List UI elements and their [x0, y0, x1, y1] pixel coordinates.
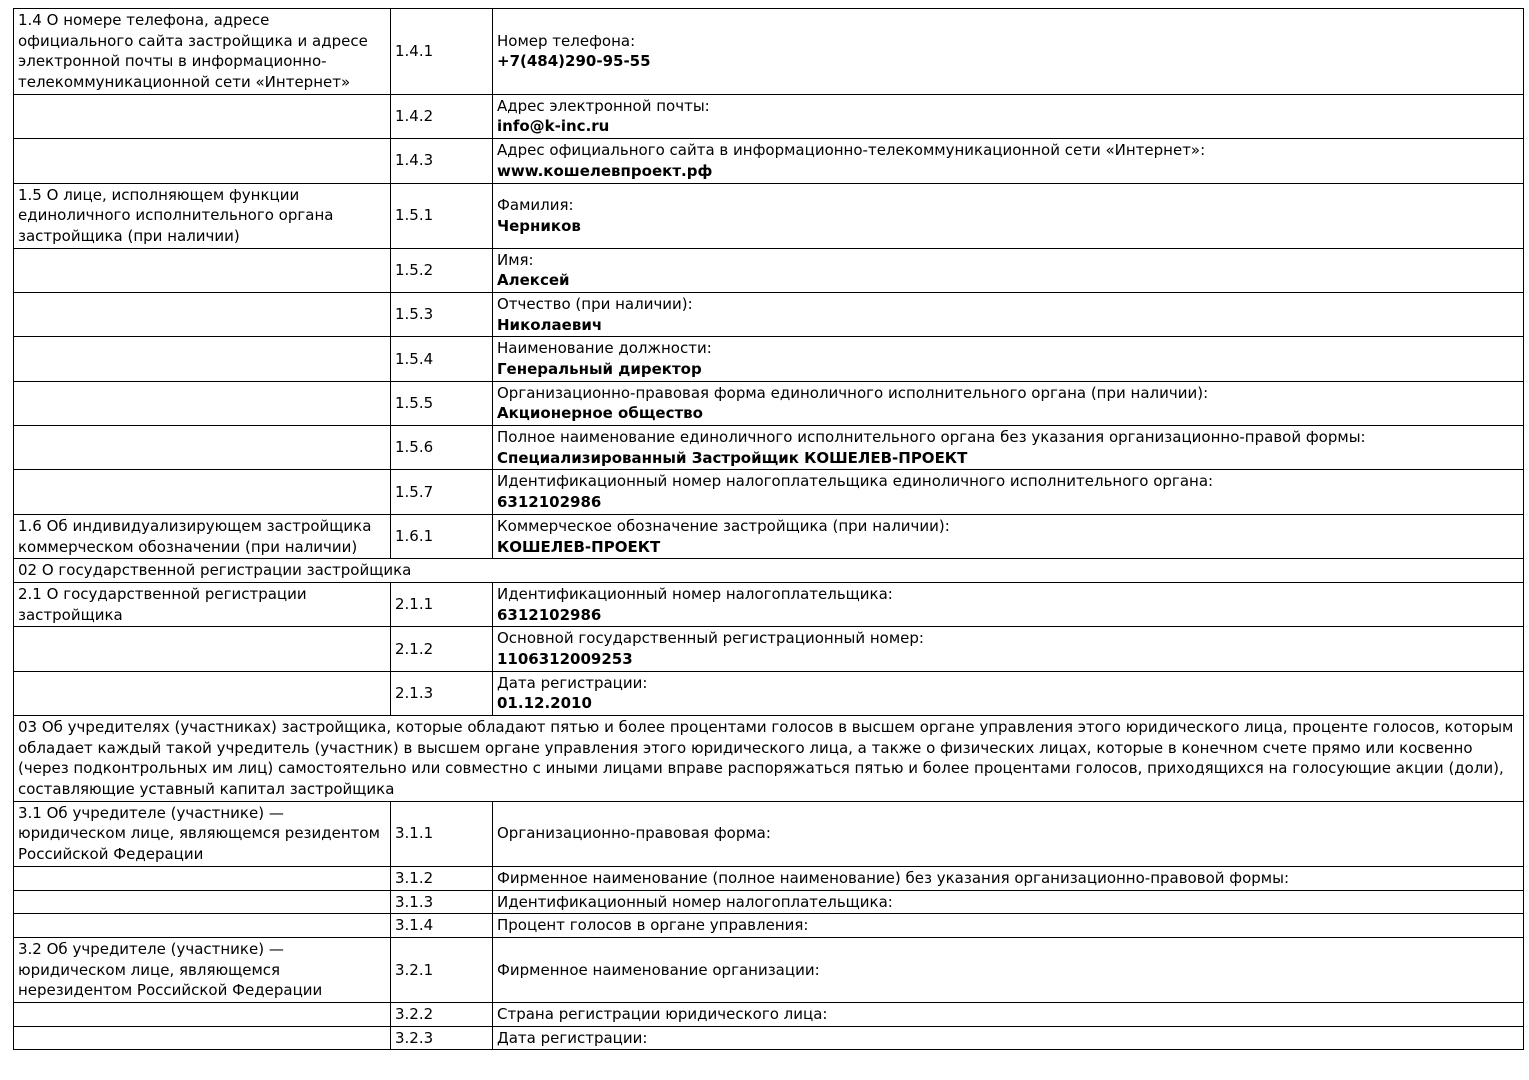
- field-cell: [493, 337, 1524, 381]
- field-cell: [493, 914, 1524, 938]
- item-number: 1.5.7: [391, 470, 493, 514]
- item-number: 1.5.4: [391, 337, 493, 381]
- field-label: Наименование должности:: [497, 339, 712, 358]
- item-number: 3.2.1: [391, 937, 493, 1002]
- item-number: 1.4.3: [391, 139, 493, 183]
- field-cell: [493, 627, 1524, 671]
- item-row: [14, 801, 1524, 866]
- topic-cell: [14, 426, 391, 470]
- field-cell: [493, 801, 1524, 866]
- item-number: 1.5.2: [391, 248, 493, 292]
- item-number: 2.1.2: [391, 627, 493, 671]
- field-value: +7(484)290-95-55: [497, 52, 651, 71]
- field-label: Дата регистрации:: [497, 1028, 648, 1047]
- field-cell: [493, 292, 1524, 336]
- item-row: [14, 890, 1524, 914]
- topic-cell: [14, 139, 391, 183]
- field-label: Имя:: [497, 250, 534, 269]
- field-cell: [493, 94, 1524, 138]
- item-row: [14, 248, 1524, 292]
- topic-cell: [14, 470, 391, 514]
- field-cell: [493, 937, 1524, 1002]
- field-label: Коммерческое обозначение застройщика (при наличии):: [497, 516, 950, 535]
- field-value: КОШЕЛЕВ-ПРОЕКТ: [497, 537, 661, 556]
- field-label: Номер телефона:: [497, 31, 636, 50]
- field-value: 1106312009253: [497, 649, 633, 668]
- field-label: Полное наименование единоличного исполнительного органа без указания организационно-правой формы:: [497, 428, 1366, 447]
- field-value: www.кошелевпроект.рф: [497, 161, 713, 180]
- topic-cell: 1.4 О номере телефона, адресе официального сайта застройщика и адресе электронной почты в информационно-телекоммуникационной сети «Интернет»: [14, 9, 391, 95]
- section-header-row: [14, 559, 1524, 583]
- topic-cell: [14, 337, 391, 381]
- field-value: Генеральный директор: [497, 360, 702, 378]
- item-number: 1.5.3: [391, 292, 493, 336]
- field-label: Фамилия:: [497, 195, 574, 214]
- item-row: [14, 337, 1524, 381]
- field-label: Организационно-правовая форма:: [497, 824, 771, 843]
- field-label: Фирменное наименование организации:: [497, 960, 820, 979]
- item-row: [14, 9, 1524, 95]
- item-row: [14, 139, 1524, 183]
- topic-cell: [14, 248, 391, 292]
- item-row: [14, 183, 1524, 248]
- field-cell: [493, 1026, 1524, 1050]
- item-row: [14, 514, 1524, 558]
- topic-cell: [14, 866, 391, 890]
- topic-cell: 2.1 О государственной регистрации застройщика: [14, 582, 391, 626]
- field-cell: [493, 582, 1524, 626]
- field-label: Идентификационный номер налогоплательщика:: [497, 584, 893, 603]
- topic-cell: 3.1 Об учредителе (участнике) — юридическом лице, являющемся резидентом Российской Федерации: [14, 801, 391, 866]
- field-value: Акционерное общество: [497, 404, 703, 423]
- item-row: [14, 292, 1524, 336]
- item-number: 3.2.2: [391, 1002, 493, 1026]
- item-row: [14, 1002, 1524, 1026]
- field-cell: [493, 9, 1524, 95]
- field-label: Дата регистрации:: [497, 673, 648, 692]
- field-label: Отчество (при наличии):: [497, 294, 693, 313]
- item-number: 3.1.4: [391, 914, 493, 938]
- section-title: 02 О государственной регистрации застройщика: [14, 559, 1524, 583]
- field-value: Черников: [497, 216, 581, 235]
- field-label: Идентификационный номер налогоплательщика:: [497, 892, 893, 911]
- field-label: Адрес электронной почты:: [497, 96, 710, 115]
- item-row: [14, 914, 1524, 938]
- item-number: 3.2.3: [391, 1026, 493, 1050]
- item-number: 1.5.1: [391, 183, 493, 248]
- field-cell: [493, 139, 1524, 183]
- topic-cell: [14, 1002, 391, 1026]
- field-cell: [493, 866, 1524, 890]
- item-row: [14, 866, 1524, 890]
- item-number: 2.1.3: [391, 671, 493, 715]
- topic-cell: 1.6 Об индивидуализирующем застройщика коммерческом обозначении (при наличии): [14, 514, 391, 558]
- field-value: info@k-inc.ru: [497, 117, 610, 136]
- topic-cell: [14, 94, 391, 138]
- item-row: [14, 627, 1524, 671]
- field-label: Фирменное наименование (полное наименование) без указания организационно-правовой формы:: [497, 868, 1290, 887]
- field-value: 6312102986: [497, 605, 602, 624]
- field-label: Адрес официального сайта в информационно-телекоммуникационной сети «Интернет»:: [497, 141, 1206, 160]
- field-label: Процент голосов в органе управления:: [497, 916, 809, 935]
- item-number: 3.1.2: [391, 866, 493, 890]
- field-cell: [493, 514, 1524, 558]
- field-cell: [493, 470, 1524, 514]
- field-value: Специализированный Застройщик КОШЕЛЕВ-ПРОЕКТ: [497, 448, 968, 467]
- topic-cell: [14, 671, 391, 715]
- field-label: Основной государственный регистрационный номер:: [497, 629, 924, 648]
- topic-cell: [14, 381, 391, 425]
- topic-cell: [14, 914, 391, 938]
- declaration-table: [13, 8, 1524, 1050]
- item-row: [14, 671, 1524, 715]
- item-row: [14, 470, 1524, 514]
- field-cell: [493, 426, 1524, 470]
- item-number: 2.1.1: [391, 582, 493, 626]
- item-row: [14, 582, 1524, 626]
- field-cell: [493, 1002, 1524, 1026]
- field-value: 01.12.2010: [497, 694, 592, 713]
- section-header-row: [14, 716, 1524, 802]
- field-label: Страна регистрации юридического лица:: [497, 1004, 828, 1023]
- field-label: Идентификационный номер налогоплательщика единоличного исполнительного органа:: [497, 472, 1214, 491]
- topic-cell: 1.5 О лице, исполняющем функции единоличного исполнительного органа застройщика (при наличии): [14, 183, 391, 248]
- topic-cell: [14, 1026, 391, 1050]
- item-row: [14, 1026, 1524, 1050]
- topic-cell: [14, 627, 391, 671]
- field-value: 6312102986: [497, 493, 602, 512]
- item-row: [14, 381, 1524, 425]
- item-number: 1.6.1: [391, 514, 493, 558]
- item-number: 3.1.1: [391, 801, 493, 866]
- item-number: 1.5.5: [391, 381, 493, 425]
- field-cell: [493, 381, 1524, 425]
- topic-cell: [14, 890, 391, 914]
- field-cell: [493, 671, 1524, 715]
- field-value: Алексей: [497, 271, 570, 290]
- declaration-table-body: [14, 9, 1524, 1050]
- topic-cell: 3.2 Об учредителе (участнике) — юридическом лице, являющемся нерезидентом Российской Федерации: [14, 937, 391, 1002]
- item-number: 1.5.6: [391, 426, 493, 470]
- field-cell: [493, 183, 1524, 248]
- item-row: [14, 94, 1524, 138]
- item-number: 1.4.2: [391, 94, 493, 138]
- field-cell: [493, 890, 1524, 914]
- item-row: [14, 426, 1524, 470]
- field-value: Николаевич: [497, 315, 603, 334]
- topic-cell: [14, 292, 391, 336]
- item-number: 1.4.1: [391, 9, 493, 95]
- item-number: 3.1.3: [391, 890, 493, 914]
- field-label: Организационно-правовая форма единоличного исполнительного органа (при наличии):: [497, 383, 1209, 402]
- item-row: [14, 937, 1524, 1002]
- section-title: 03 Об учредителях (участниках) застройщика, которые обладают пятью и более процентами голосов в высшем органе управления этого юридического лица, проценте голосов, которым обладает каждый такой учредитель (участник) в высшем органе управления этого юридического лица, а также о физических лицах, которые в конечном счете прямо или косвенно (через подконтрольных им лиц) самостоятельно или совместно с иными лицами вправе распоряжаться пятью и более процентами голосов, приходящихся на голосующие акции (доли), составляющие уставный капитал застройщика: [14, 716, 1524, 802]
- field-cell: [493, 248, 1524, 292]
